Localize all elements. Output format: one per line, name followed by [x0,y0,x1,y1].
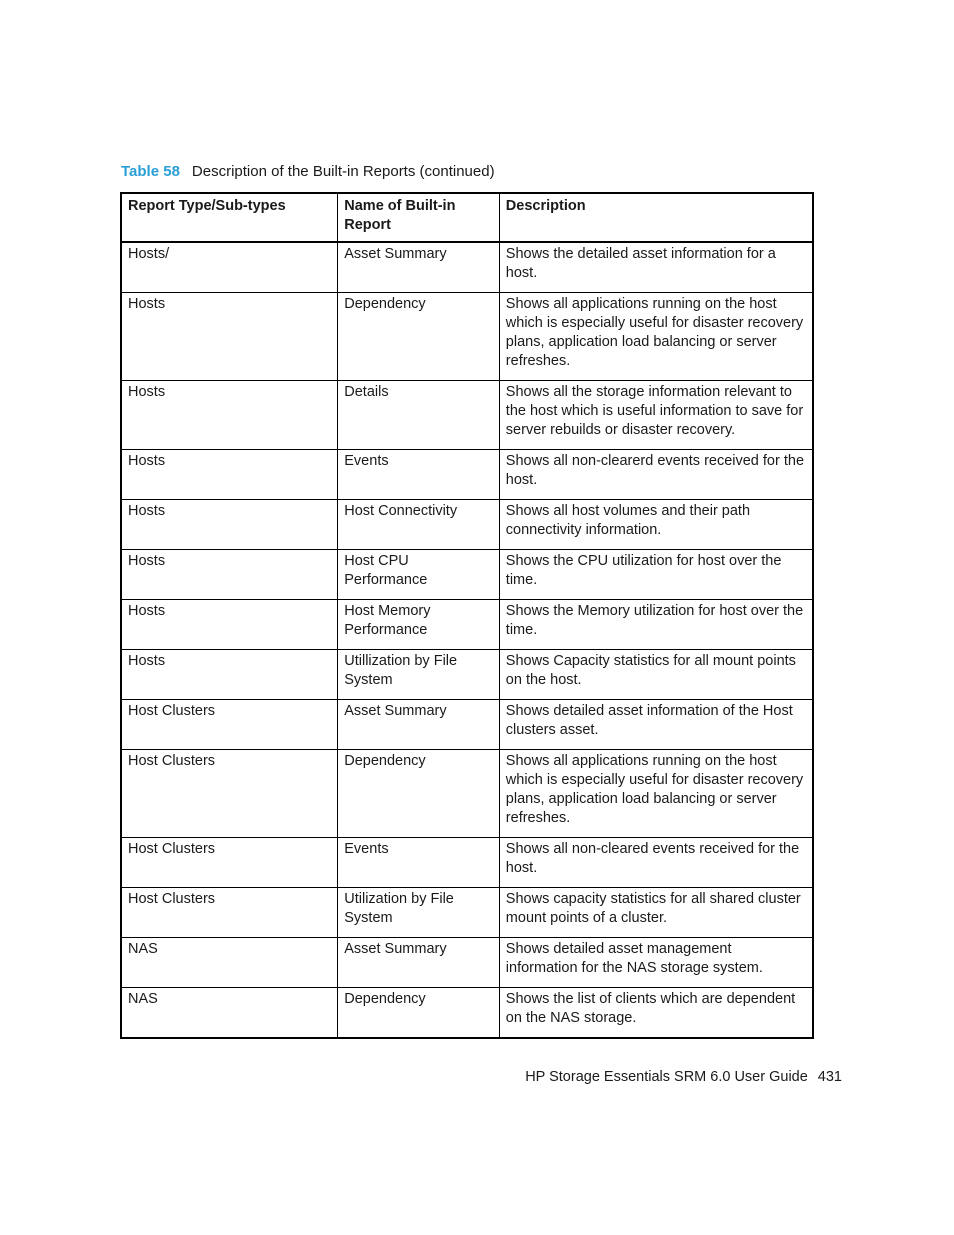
table-row [121,600,813,650]
cell-report-name: Asset Summary [338,242,500,293]
table-row [121,938,813,988]
cell-report-type: Host Clusters [121,838,338,888]
cell-report-name: Host Memory Performance [338,600,500,650]
table-row [121,450,813,500]
table-row [121,988,813,1039]
cell-report-type: Host Clusters [121,750,338,838]
cell-report-name: Dependency [338,988,500,1039]
table-row [121,550,813,600]
cell-report-type: Hosts [121,650,338,700]
cell-description: Shows detailed asset management information for the NAS storage system. [499,938,813,988]
cell-report-name: Utilization by File System [338,888,500,938]
table-row [121,650,813,700]
cell-report-type: Hosts/ [121,242,338,293]
table-title: Description of the Built-in Reports (continued) [191,163,495,180]
cell-report-name: Dependency [338,750,500,838]
cell-description: Shows the CPU utilization for host over the time. [499,550,813,600]
cell-description: Shows all applications running on the host which is especially useful for disaster recovery plans, application load balancing or server refreshes. [499,750,813,838]
table-row [121,888,813,938]
table-header-row [121,193,813,242]
guide-title: HP Storage Essentials SRM 6.0 User Guide [525,1069,808,1085]
cell-report-type: Host Clusters [121,700,338,750]
table-row [121,500,813,550]
cell-report-type: Host Clusters [121,888,338,938]
cell-report-type: NAS [121,988,338,1039]
cell-description: Shows capacity statistics for all shared cluster mount points of a cluster. [499,888,813,938]
cell-report-name: Host Connectivity [338,500,500,550]
cell-report-name: Asset Summary [338,700,500,750]
cell-description: Shows all host volumes and their path connectivity information. [499,500,813,550]
table-row [121,381,813,450]
table-row [121,293,813,381]
header-report-name: Name of Built-in Report [338,193,500,242]
cell-description: Shows the Memory utilization for host over the time. [499,600,813,650]
cell-description: Shows all the storage information relevant to the host which is useful information to save for server rebuilds or disaster recovery. [499,381,813,450]
cell-report-type: Hosts [121,381,338,450]
cell-description: Shows all non-cleared events received for the host. [499,838,813,888]
cell-report-name: Dependency [338,293,500,381]
cell-report-name: Utillization by File System [338,650,500,700]
cell-description: Shows detailed asset information of the Host clusters asset. [499,700,813,750]
cell-report-name: Events [338,838,500,888]
cell-description: Shows all non-clearerd events received for the host. [499,450,813,500]
cell-description: Shows all applications running on the host which is especially useful for disaster recovery plans, application load balancing or server refreshes. [499,293,813,381]
cell-description: Shows Capacity statistics for all mount points on the host. [499,650,813,700]
cell-report-type: NAS [121,938,338,988]
cell-report-type: Hosts [121,450,338,500]
table-row [121,700,813,750]
cell-report-name: Host CPU Performance [338,550,500,600]
page-footer [0,1067,842,1087]
cell-report-type: Hosts [121,550,338,600]
table-number: Table 58 [121,163,180,180]
table-row [121,242,813,293]
header-description: Description [499,193,813,242]
cell-report-type: Hosts [121,500,338,550]
cell-report-type: Hosts [121,293,338,381]
cell-report-name: Events [338,450,500,500]
built-in-reports-table [120,192,814,1039]
cell-description: Shows the detailed asset information for a host. [499,242,813,293]
table-caption [121,162,495,182]
table-row [121,838,813,888]
table-row [121,750,813,838]
cell-description: Shows the list of clients which are dependent on the NAS storage. [499,988,813,1039]
cell-report-name: Details [338,381,500,450]
page-number: 431 [817,1069,842,1085]
header-report-type: Report Type/Sub-types [121,193,338,242]
cell-report-type: Hosts [121,600,338,650]
cell-report-name: Asset Summary [338,938,500,988]
